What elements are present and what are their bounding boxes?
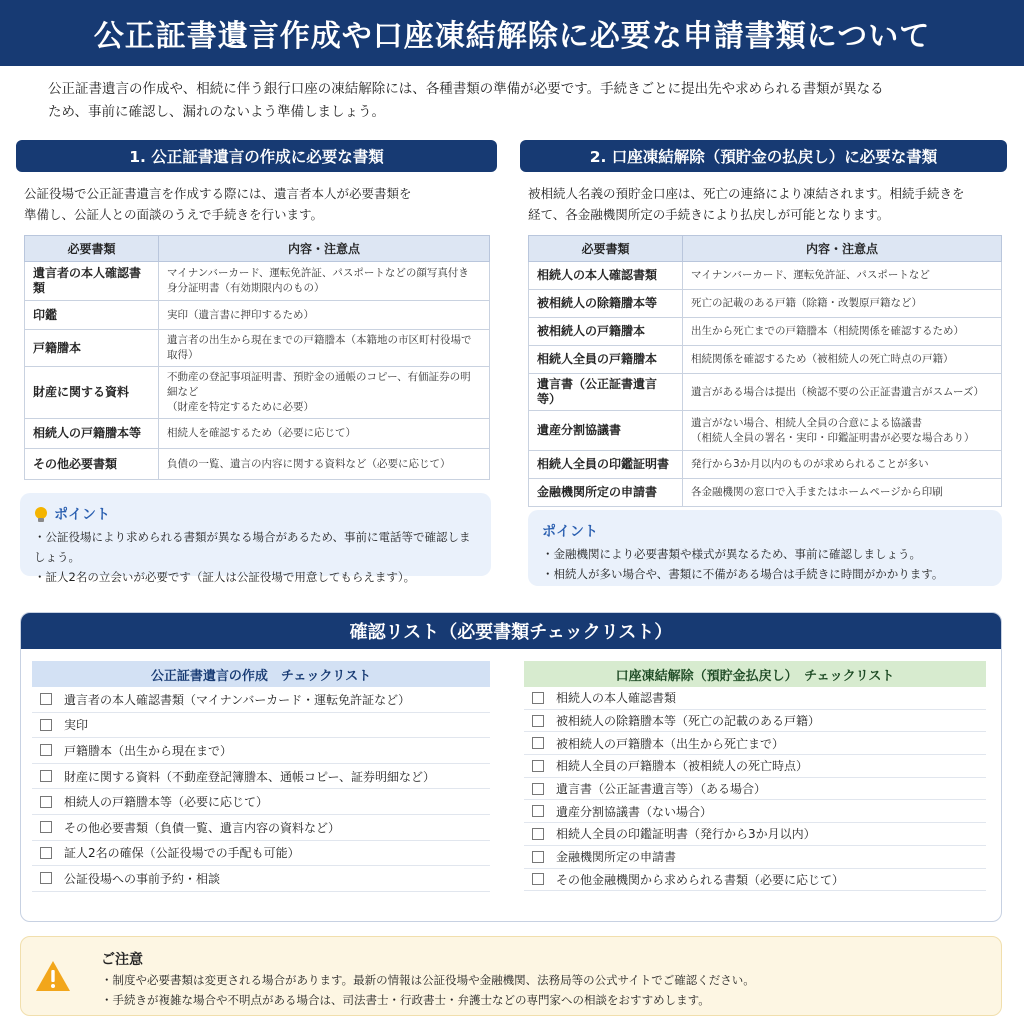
checkbox-icon[interactable] <box>532 873 544 885</box>
checklist-item-label: 相続人全員の印鑑証明書（発行から3か月以内） <box>556 827 816 842</box>
table-row <box>25 367 490 419</box>
checkbox-icon[interactable] <box>532 828 544 840</box>
checklist-will-title: 公正証書遺言の作成 チェックリスト <box>32 661 490 687</box>
caution-title: ご注意 <box>101 952 143 968</box>
checklist-item[interactable] <box>524 687 986 710</box>
document-name: 遺産分割協議書 <box>529 411 683 451</box>
checklist-item[interactable] <box>32 815 490 841</box>
caution-line-1: ・制度や必要書類は変更される場合があります。最新の情報は公証役場や金融機関、法務局等の公式サイトでご確認ください。 <box>101 973 755 987</box>
checklist-heading <box>21 613 1001 649</box>
checklist-item[interactable] <box>32 866 490 892</box>
checklist-item[interactable] <box>32 841 490 867</box>
document-name: 印鑑 <box>25 301 159 330</box>
table-header-notes: 内容・注意点 <box>683 236 1002 262</box>
document-note <box>683 262 1002 290</box>
note-line: 遺言がない場合、相続人全員の合意による協議書 <box>691 416 922 429</box>
document-note <box>159 449 490 480</box>
section2-point-label: ポイント <box>542 524 598 540</box>
document-name: 戸籍謄本 <box>25 330 159 367</box>
checkbox-icon[interactable] <box>40 719 52 731</box>
intro-text <box>48 78 988 124</box>
checklist-item[interactable] <box>524 823 986 846</box>
note-line: 不動産の登記事項証明書、預貯金の通帳のコピー、有価証券の明細など <box>167 371 471 398</box>
table-row <box>529 411 1002 451</box>
table-row <box>25 262 490 301</box>
table-row <box>25 449 490 480</box>
section1-point-item: ・証人2名の立会いが必要です（証人は公証役場で用意してもらえます）。 <box>34 570 416 584</box>
checkbox-icon[interactable] <box>40 872 52 884</box>
table-row <box>529 479 1002 507</box>
section2-point-item: ・相続人が多い場合や、書類に不備がある場合は手続きに時間がかかります。 <box>542 567 944 581</box>
section2-description <box>528 183 1004 225</box>
note-line: 遺言者の出生から現在までの戸籍謄本（本籍地の市区町村役場で取得） <box>167 334 472 361</box>
checkbox-icon[interactable] <box>40 770 52 782</box>
checklist-item-label: 公証役場への事前予約・相談 <box>64 871 221 886</box>
table-header-notes: 内容・注意点 <box>159 236 490 262</box>
note-line: （財産を特定するために必要） <box>167 401 314 413</box>
checkbox-icon[interactable] <box>40 693 52 705</box>
checklist-item-label: 相続人全員の戸籍謄本（被相続人の死亡時点） <box>556 759 809 774</box>
section2-table <box>528 235 1002 507</box>
checklist-item-label: 財産に関する資料（不動産登記簿謄本、通帳コピー、証券明細など） <box>64 769 436 784</box>
note-line: 相続人を確認するため（必要に応じて） <box>167 427 356 439</box>
document-note <box>159 419 490 449</box>
table-row <box>529 451 1002 479</box>
checklist-item-label: 相続人の戸籍謄本等（必要に応じて） <box>64 795 269 810</box>
table-row <box>529 374 1002 411</box>
checklist-account-title: 口座凍結解除（預貯金払戻し） チェックリスト <box>524 661 986 687</box>
checklist-item[interactable] <box>524 778 986 801</box>
caution-line-2: ・手続きが複雑な場合や不明点がある場合は、司法書士・行政書士・弁護士などの専門家への相談をおすすめします。 <box>101 993 710 1007</box>
document-name: 財産に関する資料 <box>25 367 159 419</box>
checklist-item[interactable] <box>32 713 490 739</box>
checkbox-icon[interactable] <box>40 821 52 833</box>
caution-box <box>20 936 1002 1016</box>
checklist-item-label: 遺言者の本人確認書類（マイナンバーカード・運転免許証など） <box>64 692 411 707</box>
section1-point-item: ・公証役場により求められる書類が異なる場合があるため、事前に電話等で確認しましょう。 <box>34 530 471 564</box>
checkbox-icon[interactable] <box>532 692 544 704</box>
checkbox-icon[interactable] <box>532 760 544 772</box>
section1-desc-line-1: 公証役場で公正証書遺言を作成する際には、遺言者本人が必要書類を <box>24 186 412 201</box>
document-note <box>683 290 1002 318</box>
checkbox-icon[interactable] <box>40 796 52 808</box>
checkbox-icon[interactable] <box>532 851 544 863</box>
intro-line-2: ため、事前に確認し、漏れのないよう準備しましょう。 <box>48 104 385 120</box>
note-line: 負債の一覧、遺言の内容に関する資料など（必要に応じて） <box>167 457 451 470</box>
checklist-item-label: 実印 <box>64 718 89 733</box>
checkbox-icon[interactable] <box>532 783 544 795</box>
note-line: 各金融機関の窓口で入手またはホームページから印刷 <box>691 486 943 498</box>
note-line: （相続人全員の署名・実印・印鑑証明書が必要な場合あり） <box>691 431 975 444</box>
note-line: 遺言がある場合は提出（検認不要の公正証書遺言がスムーズ） <box>691 385 984 398</box>
table-row <box>25 301 490 330</box>
checkbox-icon[interactable] <box>40 744 52 756</box>
checklist-item[interactable] <box>32 738 490 764</box>
document-name: 被相続人の除籍謄本等 <box>529 290 683 318</box>
section2-point-box <box>528 510 1002 586</box>
document-note <box>159 330 490 367</box>
table-header-documents: 必要書類 <box>25 236 159 262</box>
note-line: マイナンバーカード、運転免許証、パスポートなど <box>691 269 930 281</box>
document-name: その他必要書類 <box>25 449 159 480</box>
table-row <box>529 290 1002 318</box>
checklist-item-label: 相続人の本人確認書類 <box>556 691 677 706</box>
checklist-item[interactable] <box>524 800 986 823</box>
checklist-title: 確認リスト（必要書類チェックリスト） <box>349 622 673 643</box>
note-line: 相続関係を確認するため（被相続人の死亡時点の戸籍） <box>691 353 954 365</box>
table-row <box>529 318 1002 346</box>
document-name: 相続人全員の印鑑証明書 <box>529 451 683 479</box>
checklist-item-label: 遺産分割協議書（ない場合） <box>556 804 713 819</box>
document-note <box>159 301 490 330</box>
note-line: マイナンバーカード、運転免許証、パスポートなどの顔写真付き <box>167 267 469 279</box>
document-note <box>159 367 490 419</box>
table-header-documents: 必要書類 <box>529 236 683 262</box>
table-row <box>25 419 490 449</box>
lightbulb-icon <box>34 507 48 523</box>
checklist-item[interactable] <box>524 755 986 778</box>
note-line: 発行から3か月以内のものが求められることが多い <box>691 458 929 470</box>
document-name: 被相続人の戸籍謄本 <box>529 318 683 346</box>
note-line: 身分証明書（有効期限内のもの） <box>167 282 325 294</box>
checklist-item-label: 遺言書（公正証書遺言等）（ある場合） <box>556 782 767 797</box>
document-name: 遺言者の本人確認書類 <box>25 262 159 301</box>
checklist-item-label: その他金融機関から求められる書類（必要に応じて） <box>556 872 845 887</box>
document-note <box>683 374 1002 411</box>
checkbox-icon[interactable] <box>532 715 544 727</box>
document-name: 相続人全員の戸籍謄本 <box>529 346 683 374</box>
checklist-item[interactable] <box>524 846 986 869</box>
document-name: 相続人の戸籍謄本等 <box>25 419 159 449</box>
checklist-account <box>524 661 986 891</box>
section1-description <box>24 183 494 225</box>
section1-desc-line-2: 準備し、公証人との面談のうえで手続きを行います。 <box>24 207 324 222</box>
checklist-item[interactable] <box>524 869 986 892</box>
section2-title: 2. 口座凍結解除（預貯金の払戻し）に必要な書類 <box>589 148 938 166</box>
checklist-will <box>32 661 490 892</box>
section1-title: 1. 公正証書遺言の作成に必要な書類 <box>129 148 384 166</box>
warning-triangle-icon <box>35 959 71 993</box>
checklist-panel <box>20 612 1002 922</box>
checklist-item-label: 被相続人の戸籍謄本（出生から死亡まで） <box>556 736 785 751</box>
checklist-item-label: 金融機関所定の申請書 <box>556 850 677 865</box>
section1-heading <box>16 140 497 172</box>
section2-heading <box>520 140 1007 172</box>
checkbox-icon[interactable] <box>532 805 544 817</box>
table-row <box>529 262 1002 290</box>
section1-point-label: ポイント <box>54 507 110 523</box>
intro-line-1: 公正証書遺言の作成や、相続に伴う銀行口座の凍結解除には、各種書類の準備が必要です。手続きごとに提出先や求められる書類が異なる <box>48 81 884 97</box>
document-name: 金融機関所定の申請書 <box>529 479 683 507</box>
document-note <box>683 479 1002 507</box>
section2-desc-line-2: 経て、各金融機関所定の手続きにより払戻しが可能となります。 <box>528 207 890 222</box>
note-line: 死亡の記載のある戸籍（除籍・改製原戸籍など） <box>691 297 922 309</box>
document-note <box>159 262 490 301</box>
note-line: 実印（遺言書に押印するため） <box>167 308 314 321</box>
checklist-item[interactable] <box>32 687 490 713</box>
document-name: 相続人の本人確認書類 <box>529 262 683 290</box>
section2-point-title <box>542 522 988 542</box>
page-header <box>0 0 1024 66</box>
table-row <box>529 346 1002 374</box>
checklist-item-label: 戸籍謄本（出生から現在まで） <box>64 743 233 758</box>
document-name: 遺言書（公正証書遺言等） <box>529 374 683 411</box>
checklist-item[interactable] <box>524 710 986 733</box>
checklist-item-label: 被相続人の除籍謄本等（死亡の記載のある戸籍） <box>556 714 821 729</box>
checklist-item-label: その他必要書類（負債一覧、遺言内容の資料など） <box>64 820 341 835</box>
checklist-item[interactable] <box>524 732 986 755</box>
table-row <box>25 330 490 367</box>
document-note <box>683 411 1002 451</box>
checkbox-icon[interactable] <box>40 847 52 859</box>
checkbox-icon[interactable] <box>532 737 544 749</box>
section1-point-title <box>34 505 477 525</box>
checklist-item-label: 証人2名の確保（公証役場での手配も可能） <box>64 846 300 861</box>
page-title: 公正証書遺言作成や口座凍結解除に必要な申請書類について <box>93 19 931 54</box>
section1-table <box>24 235 490 480</box>
checklist-item[interactable] <box>32 764 490 790</box>
document-note <box>683 451 1002 479</box>
section1-point-box <box>20 493 491 584</box>
document-note <box>683 318 1002 346</box>
section2-point-item: ・金融機関により必要書類や様式が異なるため、事前に確認しましょう。 <box>542 547 922 561</box>
note-line: 出生から死亡までの戸籍謄本（相続関係を確認するため） <box>691 325 964 337</box>
checklist-item[interactable] <box>32 789 490 815</box>
document-note <box>683 346 1002 374</box>
section2-desc-line-1: 被相続人名義の預貯金口座は、死亡の連絡により凍結されます。相続手続きを <box>528 186 965 201</box>
